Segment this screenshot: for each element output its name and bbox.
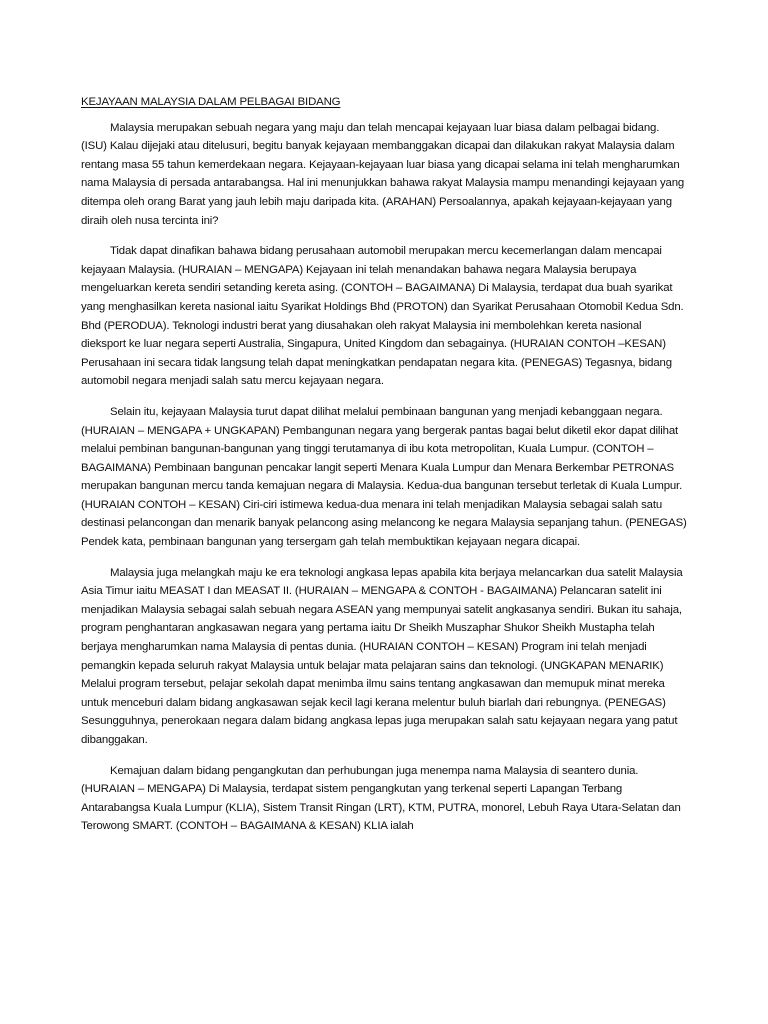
document-title: KEJAYAAN MALAYSIA DALAM PELBAGAI BIDANG [81,96,341,108]
paragraph-space-technology: Malaysia juga melangkah maju ke era teknologi angkasa lepas apabila kita berjaya melancarkan dua satelit Malaysia Asia Timur iaitu MEASAT I dan MEASAT II. (HURAIAN – MENGAPA & CONTOH - BAGAIMANA) Pelancaran satelit ini menjadikan Malaysia sebagai salah sebuah negara ASEAN yang mempunyai satelit angkasanya sendiri. Bukan itu sahaja, program penghantaran angkasawan negara yang pertama iaitu Dr Sheikh Muszaphar Shukor Sheikh Mustapha telah berjaya mengharumkan nama Malaysia di pentas dunia. (HURAIAN CONTOH – KESAN) Program ini telah menjadi pemangkin kepada seluruh rakyat Malaysia untuk belajar mata pelajaran sains dan teknologi. (UNGKAPAN MENARIK) Melalui program tersebut, pelajar sekolah dapat menimba ilmu sains tentang angkasawan dan memupuk minat mereka untuk menceburi dalam bidang angkasawan sejak kecil lagi kerana melentur buluh biarlah dari rebungnya. (PENEGAS) Sesungguhnya, penerokaan negara dalam bidang angkasa lepas juga merupakan salah satu kejayaan negara yang patut dibanggakan. [81,566,683,746]
paragraph-introduction: Malaysia merupakan sebuah negara yang maju dan telah mencapai kejayaan luar biasa dalam pelbagai bidang. (ISU) Kalau dijejaki atau ditelusuri, begitu banyak kejayaan membanggakan dicapai dan dilakukan rakyat Malaysia dalam rentang masa 55 tahun kemerdekaan negara. Kejayaan-kejayaan luar biasa yang dicapai selama ini telah mengharumkan nama Malaysia di persada antarabangsa. Hal ini menunjukkan bahawa rakyat Malaysia mampu menandingi kejayaan yang ditempa oleh orang Barat yang jauh lebih maju daripada kita. (ARAHAN) Persoalannya, apakah kejayaan-kejayaan yang diraih oleh nusa tercinta ini? [81,121,685,227]
paragraph-buildings: Selain itu, kejayaan Malaysia turut dapat dilihat melalui pembinaan bangunan yang menjadi kebanggaan negara. (HURAIAN – MENGAPA + UNGKAPAN) Pembangunan negara yang bergerak pantas bagai belut diketil ekor dapat dilihat melalui pembinan bangunan-bangunan yang tinggi terutamanya di ibu kota metropolitan, Kuala Lumpur. (CONTOH – BAGAIMANA) Pembinaan bangunan pencakar langit seperti Menara Kuala Lumpur dan Menara Berkembar PETRONAS merupakan bangunan mercu tanda kemajuan negara di Malaysia. Kedua-dua bangunan tersebut terletak di Kuala Lumpur. (HURAIAN CONTOH – KESAN) Ciri-ciri istimewa kedua-dua menara ini telah menjadikan Malaysia sebagai salah satu destinasi pelancongan dan menarik banyak pelancong asing melancong ke negara Malaysia sepanjang tahun. (PENEGAS) Pendek kata, pembinaan bangunan yang tersergam gah telah membuktikan kejayaan negara dicapai. [81,405,687,549]
paragraph-transportation: Kemajuan dalam bidang pengangkutan dan perhubungan juga menempa nama Malaysia di seantero dunia. (HURAIAN – MENGAPA) Di Malaysia, terdapat sistem pengangkutan yang terkenal seperti Lapangan Terbang Antarabangsa Kuala Lumpur (KLIA), Sistem Transit Ringan (LRT), KTM, PUTRA, monorel, Lebuh Raya Utara-Selatan dan Terowong SMART. (CONTOH – BAGAIMANA & KESAN) KLIA ialah [81,764,681,833]
paragraph-automobile: Tidak dapat dinafikan bahawa bidang perusahaan automobil merupakan mercu kecemerlangan dalam mencapai kejayaan Malaysia. (HURAIAN – MENGAPA) Kejayaan ini telah menandakan bahawa negara Malaysia berupaya mengeluarkan kereta sendiri setanding kereta asing. (CONTOH – BAGAIMANA) Di Malaysia, terdapat dua buah syarikat yang menghasilkan kereta nasional iaitu Syarikat Holdings Bhd (PROTON) dan Syarikat Perusahaan Otomobil Kedua Sdn. Bhd (PERODUA). Teknologi industri berat yang diusahakan oleh rakyat Malaysia ini membolehkan kereta nasional dieksport ke luar negara seperti Australia, Singapura, United Kingdom dan sebagainya. (HURAIAN CONTOH –KESAN) Perusahaan ini secara tidak langsung telah dapat meningkatkan pendapatan negara kita. (PENEGAS) Tegasnya, bidang automobil negara menjadi salah satu mercu kejayaan negara. [81,245,684,388]
document-page [81,93,688,848]
